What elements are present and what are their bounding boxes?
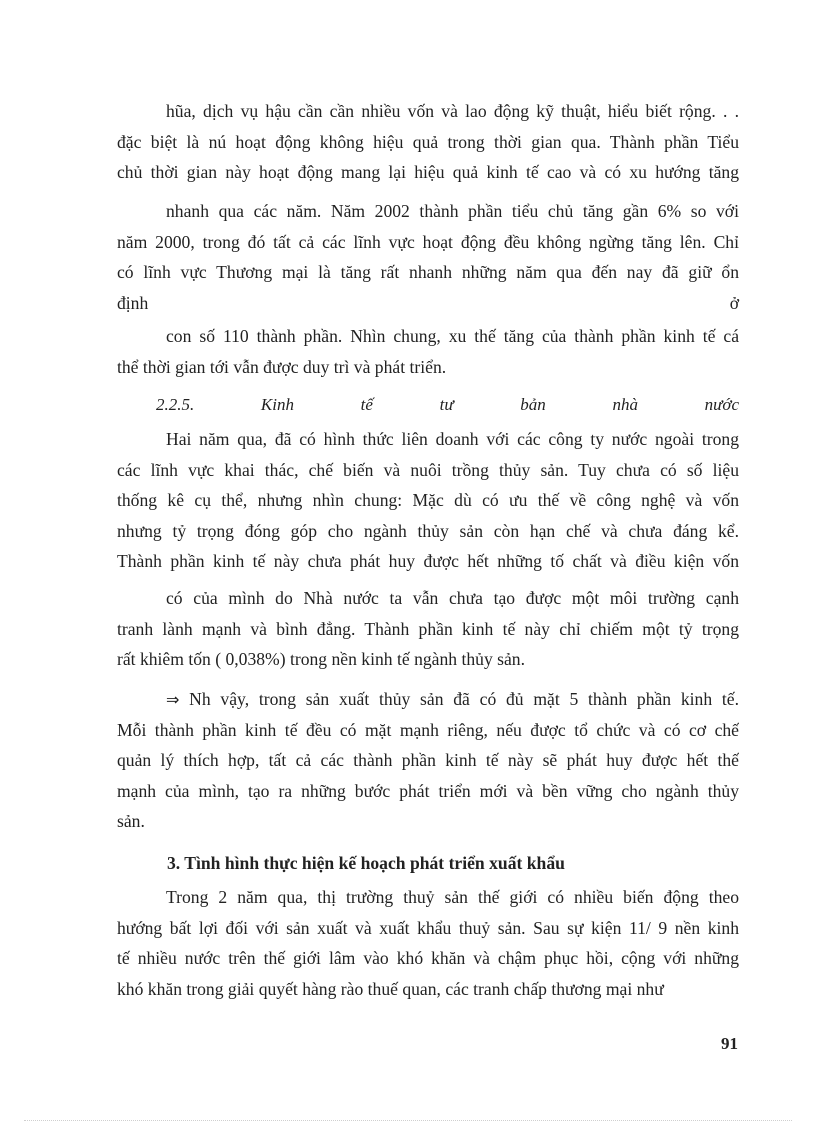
section-word: tư: [439, 395, 454, 414]
paragraph-1: [117, 96, 739, 188]
text-fragment: định: [117, 292, 149, 313]
text-line: chủ thời gian này hoạt động mang lại hiệu quả kinh tế cao và có xu hướng tăng: [117, 162, 739, 182]
text-fragment: Nh vậy, trong sản xuất thủy sản đã có đủ mặt 5 thành phần kinh tế.: [189, 689, 739, 709]
section-number: 2.2.5.: [156, 395, 195, 414]
paragraph-3: [117, 321, 739, 382]
section-word: tế: [360, 395, 373, 414]
page-bottom-divider: [24, 1120, 792, 1121]
text-line: hũa, dịch vụ hậu cần cần nhiều vốn và lao động kỹ thuật, hiểu biết rộng. . .: [166, 101, 739, 121]
section-word: nước: [704, 395, 739, 414]
text-line: năm 2000, trong đó tất cả các lĩnh vực hoạt động đều không ngừng tăng lên. Chỉ: [117, 231, 739, 252]
text-line: mạnh của mình, tạo ra những bước phát triển mới và bền vững cho ngành thủy: [117, 780, 739, 801]
text-line: thống kê cụ thể, nhưng nhìn chung: Mặc dù có ưu thế về công nghệ và vốn: [117, 490, 739, 510]
page-number: 91: [721, 1034, 738, 1053]
text-line: nhanh qua các năm. Năm 2002 thành phần tiểu chủ tăng gần 6% so với: [166, 201, 739, 221]
section-heading-2-2-5: [156, 390, 739, 420]
section-word: Kinh: [260, 395, 294, 414]
text-line: Mỗi thành phần kinh tế đều có mặt mạnh riêng, nếu được tổ chức và có cơ chế: [117, 719, 739, 740]
text-line: rất khiêm tốn ( 0,038%) trong nền kinh tế ngành thủy sản.: [117, 649, 525, 669]
text-line: tranh lành mạnh và bình đẳng. Thành phần kinh tế này chỉ chiếm một tỷ trọng: [117, 618, 739, 639]
text-line: có của mình do Nhà nước ta vẫn chưa tạo được một môi trường cạnh: [166, 588, 739, 608]
heading-3: 3. Tình hình thực hiện kế hoạch phát triển xuất khẩu: [167, 853, 565, 873]
text-line: khó khăn trong giải quyết hàng rào thuế quan, các tranh chấp thương mại như: [117, 978, 664, 999]
paragraph-2: [117, 196, 739, 318]
text-line: Thành phần kinh tế này chưa phát huy được hết những tố chất và điều kiện vốn: [117, 551, 739, 571]
paragraph-6: [117, 684, 739, 837]
text-line: đặc biệt là nú hoạt động không hiệu quả trong thời gian qua. Thành phần Tiểu: [117, 131, 739, 152]
paragraph-7: [117, 882, 739, 1004]
text-line: hướng bất lợi đối với sản xuất và xuất khẩu thuỷ sản. Sau sự kiện 11/ 9 nền kinh: [117, 917, 739, 938]
text-line: quản lý thích hợp, tất cả các thành phần kinh tế này sẽ phát huy được hết thế: [117, 750, 739, 770]
text-line: thể thời gian tới vẫn được duy trì và phát triển.: [117, 356, 447, 377]
text-fragment: ở: [729, 292, 739, 313]
paragraph-4: [117, 424, 739, 577]
text-line: có lĩnh vực Thương mại là tăng rất nhanh những năm qua đến nay đã giữ ổn: [117, 262, 739, 282]
text-line: con số 110 thành phần. Nhìn chung, xu thế tăng của thành phần kinh tế cá: [166, 326, 739, 346]
arrow-icon: ⇒: [166, 690, 180, 709]
text-line: [117, 684, 739, 715]
section-word: nhà: [612, 395, 638, 414]
text-line: Trong 2 năm qua, thị trường thuỷ sản thế giới có nhiều biến động theo: [166, 887, 739, 907]
text-line: sản.: [117, 811, 145, 831]
text-line: Hai năm qua, đã có hình thức liên doanh với các công ty nước ngoài trong: [166, 429, 739, 449]
paragraph-5: [117, 583, 739, 675]
text-line: nhưng tỷ trọng đóng góp cho ngành thủy sản còn hạn chế và chưa đáng kể.: [117, 520, 739, 541]
text-line: các lĩnh vực khai thác, chế biến và nuôi trồng thủy sản. Tuy chưa có số liệu: [117, 459, 739, 480]
text-line: [117, 288, 739, 319]
text-line: tế nhiều nước trên thế giới lâm vào khó khăn và chậm phục hồi, cộng với những: [117, 948, 739, 968]
section-word: bản: [520, 395, 546, 414]
